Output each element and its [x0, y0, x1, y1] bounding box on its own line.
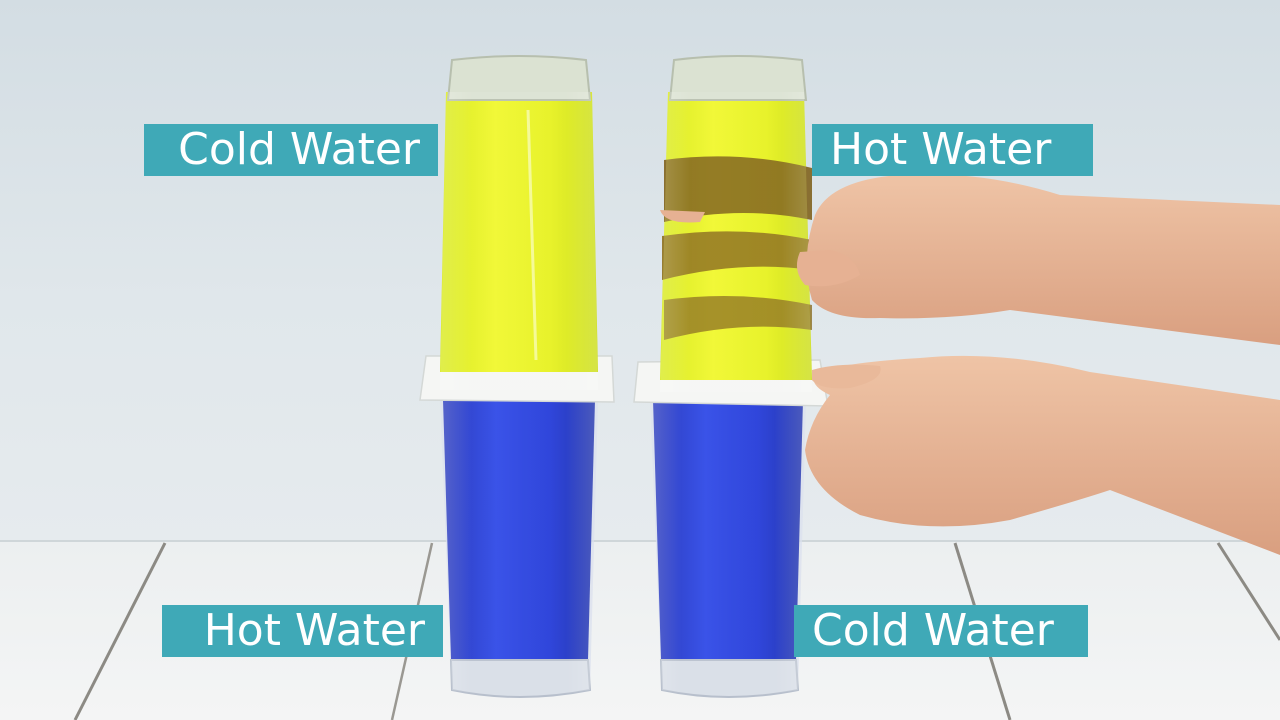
label-hot-water-bottom: Hot Water: [162, 605, 443, 657]
label-cold-water-bottom: Cold Water: [794, 605, 1088, 657]
left-top-glass-highlight: [440, 92, 598, 390]
label-hot-water-top: Hot Water: [812, 124, 1093, 176]
right-top-glass-highlight: [660, 92, 812, 392]
left-bottom-glass-highlight: [440, 398, 598, 696]
label-cold-water-top: Cold Water: [144, 124, 438, 176]
right-bottom-glass-highlight: [650, 398, 806, 696]
